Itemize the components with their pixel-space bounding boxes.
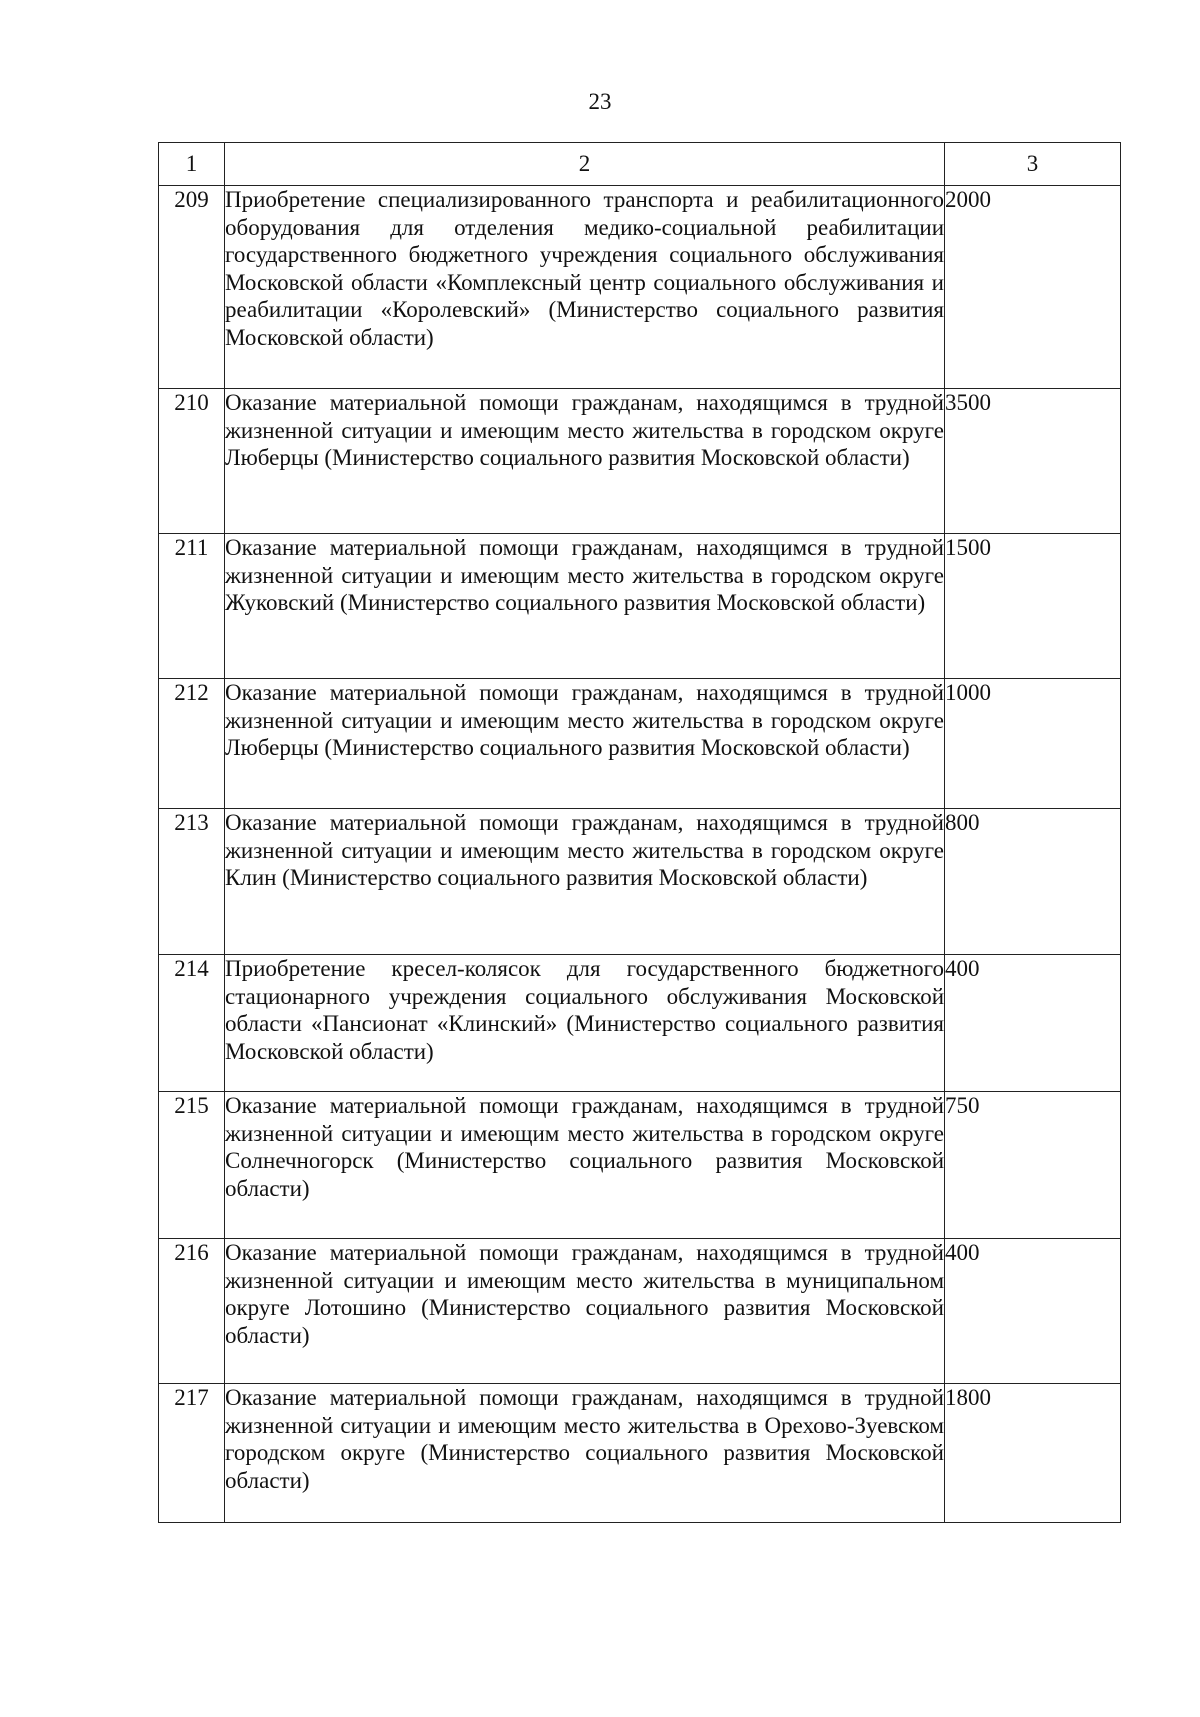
table-row xyxy=(159,679,1121,809)
row-description: Оказание материальной помощи гражданам, находящимся в трудной жизненной ситуации и имеющим место жительства в городском округе Клин (Министерство социального развития Московской области) xyxy=(225,809,945,955)
row-number: 217 xyxy=(159,1384,225,1523)
row-amount: 3500 xyxy=(945,389,1121,534)
table-row xyxy=(159,1092,1121,1239)
row-number: 210 xyxy=(159,389,225,534)
row-description: Оказание материальной помощи гражданам, находящимся в трудной жизненной ситуации и имеющим место жительства в городском округе Солнечногорск (Министерство социального развития Московской области) xyxy=(225,1092,945,1239)
table-header-row xyxy=(159,143,1121,186)
row-amount: 400 xyxy=(945,1239,1121,1384)
row-description: Оказание материальной помощи гражданам, находящимся в трудной жизненной ситуации и имеющим место жительства в городском округе Люберцы (Министерство социального развития Московской области) xyxy=(225,389,945,534)
page-number: 23 xyxy=(588,89,612,114)
row-description: Оказание материальной помощи гражданам, находящимся в трудной жизненной ситуации и имеющим место жительства в муниципальном округе Лотошино (Министерство социального развития Московской области) xyxy=(225,1239,945,1384)
row-amount: 750 xyxy=(945,1092,1121,1239)
header-col-3: 3 xyxy=(945,143,1121,186)
row-amount: 1500 xyxy=(945,534,1121,679)
row-amount: 1000 xyxy=(945,679,1121,809)
row-number: 214 xyxy=(159,955,225,1092)
row-description: Оказание материальной помощи гражданам, находящимся в трудной жизненной ситуации и имеющим место жительства в городском округе Жуковский (Министерство социального развития Московской области) xyxy=(225,534,945,679)
row-number: 212 xyxy=(159,679,225,809)
table-row xyxy=(159,534,1121,679)
row-number: 211 xyxy=(159,534,225,679)
row-amount: 400 xyxy=(945,955,1121,1092)
row-description: Оказание материальной помощи гражданам, находящимся в трудной жизненной ситуации и имеющим место жительства в Орехово-Зуевском городском округе (Министерство социального развития Московской области) xyxy=(225,1384,945,1523)
table-row xyxy=(159,1384,1121,1523)
table-row xyxy=(159,186,1121,389)
row-amount: 2000 xyxy=(945,186,1121,389)
table-row xyxy=(159,1239,1121,1384)
row-description: Приобретение кресел-колясок для государственного бюджетного стационарного учреждения социального обслуживания Московской области «Пансионат «Клинский» (Министерство социального развития Московской области) xyxy=(225,955,945,1092)
row-amount: 800 xyxy=(945,809,1121,955)
row-description: Оказание материальной помощи гражданам, находящимся в трудной жизненной ситуации и имеющим место жительства в городском округе Люберцы (Министерство социального развития Московской области) xyxy=(225,679,945,809)
table-row xyxy=(159,389,1121,534)
row-number: 209 xyxy=(159,186,225,389)
header-col-2: 2 xyxy=(225,143,945,186)
row-number: 216 xyxy=(159,1239,225,1384)
table-row xyxy=(159,955,1121,1092)
header-col-1: 1 xyxy=(159,143,225,186)
row-amount: 1800 xyxy=(945,1384,1121,1523)
table-row xyxy=(159,809,1121,955)
row-number: 213 xyxy=(159,809,225,955)
row-description: Приобретение специализированного транспорта и реабилитационного оборудования для отделения медико-социальной реабилитации государственного бюджетного учреждения социального обслуживания Московской области «Комплексный центр социального обслуживания и реабилитации «Королевский» (Министерство социального развития Московской области) xyxy=(225,186,945,389)
row-number: 215 xyxy=(159,1092,225,1239)
allocation-table xyxy=(158,142,1121,1523)
